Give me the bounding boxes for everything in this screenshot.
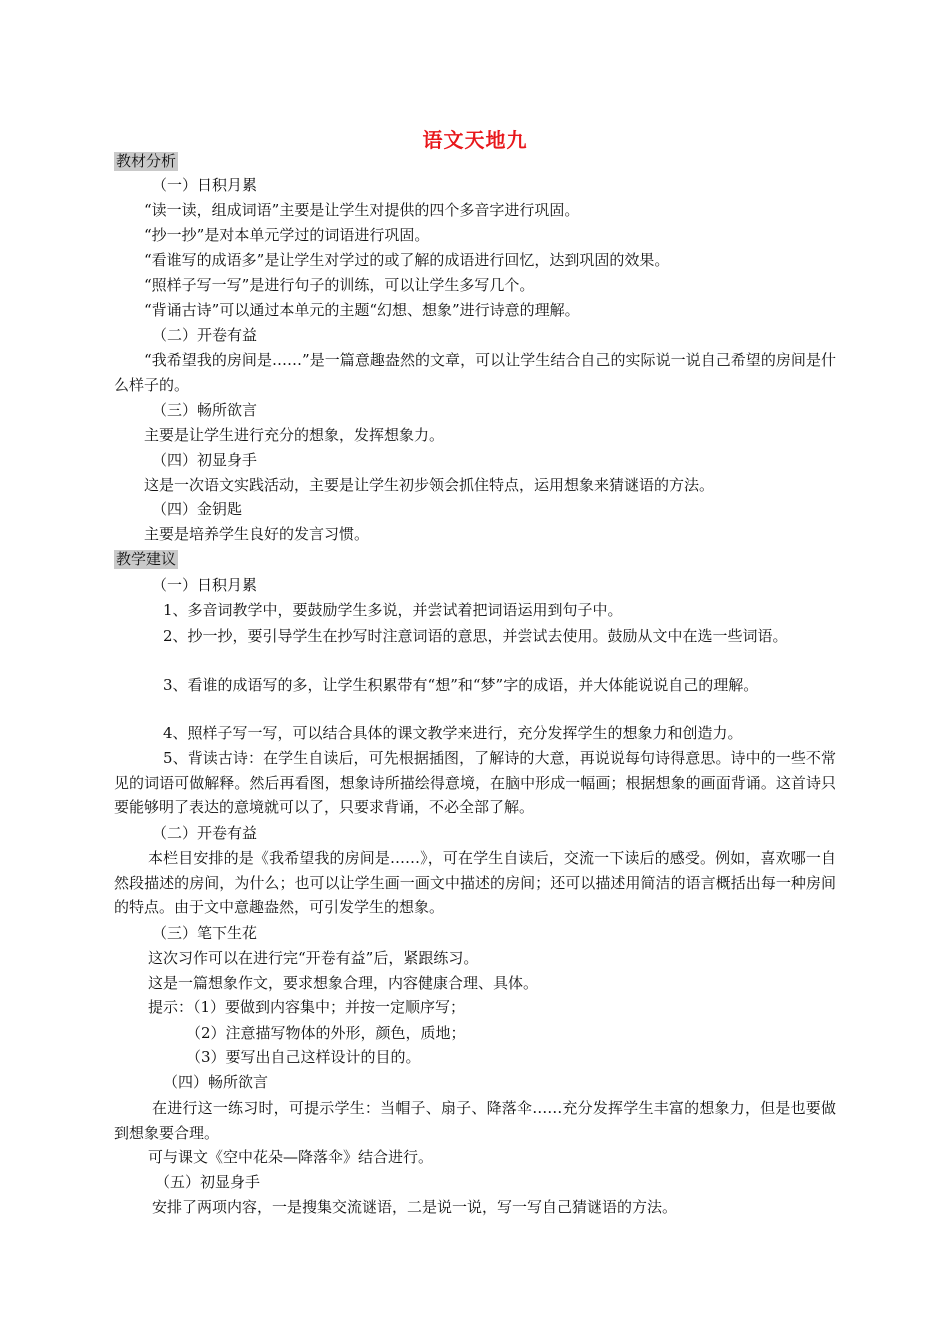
list-item: 2、抄一抄，要引导学生在抄写时注意词语的意思，并尝试去使用。鼓励从文中在选一些词语。 <box>163 627 788 645</box>
paragraph: 在进行这一练习时，可提示学生：当帽子、扇子、降落伞……充分发挥学生丰富的想象力，但是也要做到想象要合理。 <box>114 1099 836 1142</box>
subheading: （三）畅所欲言 <box>152 401 258 419</box>
tip-line: （3）要写出自己这样设计的目的。 <box>186 1048 421 1066</box>
paragraph: 安排了两项内容，一是搜集交流谜语，二是说一说，写一写自己猜谜语的方法。 <box>152 1198 678 1216</box>
paragraph: 本栏目安排的是《我希望我的房间是……》，可在学生自读后，交流一下读后的感受。例如，喜欢哪一自然段描述的房间，为什么；也可以让学生画一画文中描述的房间；还可以描述用简洁的语言概括出每一种房间的特点。由于文中意趣盎然，可引发学生的想象。 <box>114 849 836 916</box>
paragraph-block <box>114 348 836 397</box>
paragraph: “读一读，组成词语”主要是让学生对提供的四个多音字进行巩固。 <box>144 201 580 219</box>
paragraph: 这次习作可以在进行完“开卷有益”后，紧跟练习。 <box>148 949 479 967</box>
subheading: （五）初显身手 <box>155 1173 261 1191</box>
paragraph: “我希望我的房间是……”是一篇意趣盎然的文章，可以让学生结合自己的实际说一说自己希望的房间是什么样子的。 <box>114 351 836 394</box>
subheading: （二）开卷有益 <box>152 824 258 842</box>
list-item: 4、照样子写一写，可以结合具体的课文教学来进行，充分发挥学生的想象力和创造力。 <box>163 724 743 742</box>
paragraph: “抄一抄”是对本单元学过的词语进行巩固。 <box>144 226 430 244</box>
section-heading-suggestions: 教学建议 <box>116 550 177 568</box>
list-item: 1、多音词教学中，要鼓励学生多说，并尝试着把词语运用到句子中。 <box>163 601 623 619</box>
paragraph-block <box>114 1096 836 1145</box>
paragraph: 这是一篇想象作文，要求想象合理，内容健康合理、具体。 <box>148 974 539 992</box>
paragraph: “背诵古诗”可以通过本单元的主题“幻想、想象”进行诗意的理解。 <box>144 301 580 319</box>
document-title: 语文天地九 <box>422 128 528 152</box>
paragraph: 主要是让学生进行充分的想象，发挥想象力。 <box>144 426 445 444</box>
subheading: （四）畅所欲言 <box>163 1073 269 1091</box>
subheading: （二）开卷有益 <box>152 326 258 344</box>
paragraph: “看谁写的成语多”是让学生对学过的或了解的成语进行回忆，达到巩固的效果。 <box>144 251 670 269</box>
paragraph: 可与课文《空中花朵—降落伞》结合进行。 <box>148 1148 434 1166</box>
list-item: 5、背读古诗：在学生自读后，可先根据插图，了解诗的大意，再说说每句诗得意思。诗中的一些不常见的词语可做解释。然后再看图，想象诗所描绘得意境，在脑中形成一幅画；根据想象的画面背诵。这首诗只要能够明了表达的意境就可以了，只要求背诵，不必全部了解。 <box>114 749 836 816</box>
paragraph-block <box>114 624 836 649</box>
subheading: （四）金钥匙 <box>152 500 243 518</box>
section-heading-analysis: 教材分析 <box>116 152 177 170</box>
subheading: （一）日积月累 <box>152 576 258 594</box>
subheading: （四）初显身手 <box>152 451 258 469</box>
paragraph-block <box>114 746 836 820</box>
tip-line: 提示：（1）要做到内容集中；并按一定顺序写； <box>148 998 466 1016</box>
paragraph-block <box>114 673 836 698</box>
tip-line: （2）注意描写物体的外形，颜色，质地； <box>186 1024 466 1042</box>
paragraph: 主要是培养学生良好的发言习惯。 <box>144 525 370 543</box>
list-item: 3、看谁的成语写的多，让学生积累带有“想”和“梦”字的成语，并大体能说说自己的理解。 <box>163 676 759 694</box>
subheading: （一）日积月累 <box>152 176 258 194</box>
paragraph: “照样子写一写”是进行句子的训练，可以让学生多写几个。 <box>144 276 535 294</box>
paragraph-block <box>114 846 836 920</box>
paragraph: 这是一次语文实践活动，主要是让学生初步领会抓住特点，运用想象来猜谜语的方法。 <box>144 476 715 494</box>
subheading: （三）笔下生花 <box>152 924 258 942</box>
